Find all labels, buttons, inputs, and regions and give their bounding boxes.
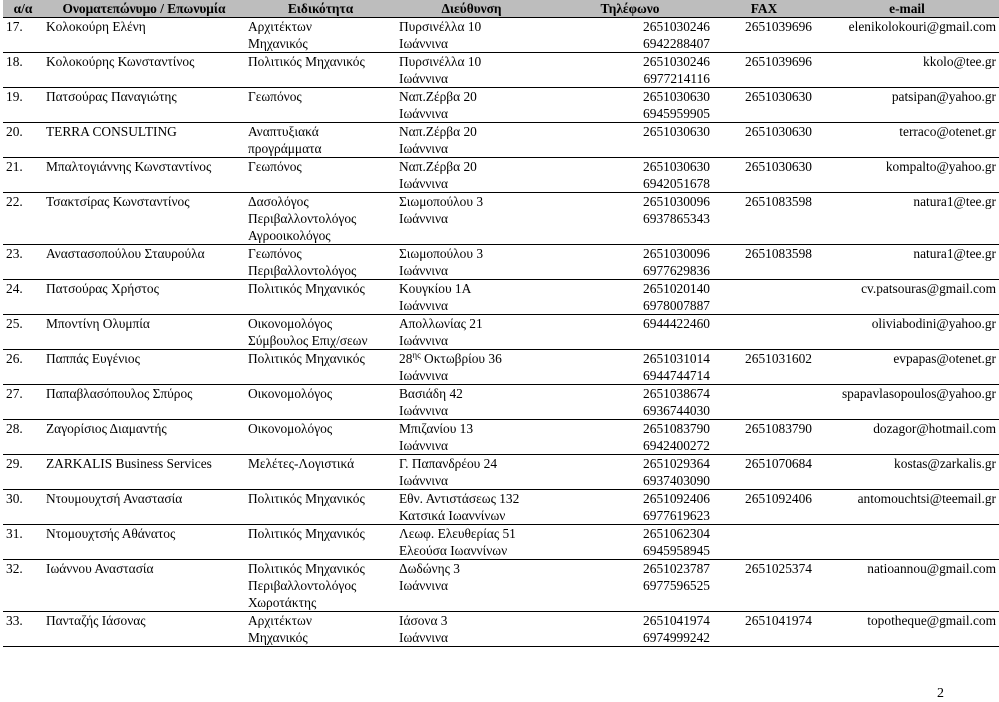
address-line: Ιάσονα 3	[399, 613, 448, 628]
row-email: terraco@otenet.gr	[899, 124, 996, 139]
row-address	[396, 455, 547, 490]
row-email: kompalto@yahoo.gr	[885, 159, 996, 174]
phone-line: 6944422460	[643, 316, 710, 331]
row-phone	[547, 123, 713, 158]
address-line: Ιωάννινα	[399, 630, 449, 645]
row-name: ZARKALIS Business Services	[46, 456, 212, 471]
row-phone	[547, 158, 713, 193]
row-fax: 2651083790	[745, 421, 812, 436]
row-address	[396, 158, 547, 193]
phone-line: 2651030246	[643, 19, 710, 34]
address-line: Δωδώνης 3	[399, 561, 460, 576]
row-name: Κολοκούρη Ελένη	[46, 19, 146, 34]
phone-line: 6945959905	[643, 106, 710, 121]
specialty-line: Περιβαλλοντολόγος	[248, 263, 357, 278]
header-email: e-mail	[815, 0, 999, 18]
row-number: 30.	[6, 491, 23, 506]
header-row	[3, 0, 999, 18]
row-name: Ιωάννου Αναστασία	[46, 561, 154, 576]
address-line: Πυρσινέλλα 10	[399, 19, 482, 34]
row-specialty	[245, 123, 396, 158]
row-name: Αναστασοπούλου Σταυρούλα	[46, 246, 205, 261]
row-fax: 2651070684	[745, 456, 812, 471]
row-address	[396, 525, 547, 560]
table-row	[3, 123, 999, 158]
phone-line: 2651038674	[643, 386, 710, 401]
phone-line: 6978007887	[643, 298, 710, 313]
row-fax: 2651041974	[745, 613, 812, 628]
table-row	[3, 18, 999, 53]
specialty-line: Πολιτικός Μηχανικός	[248, 526, 365, 541]
address-line: Λεωφ. Ελευθερίας 51	[399, 526, 516, 541]
phone-line: 6977629836	[643, 263, 710, 278]
row-address	[396, 385, 547, 420]
table-row	[3, 455, 999, 490]
address-line: Βασιάδη 42	[399, 386, 463, 401]
row-specialty	[245, 245, 396, 280]
row-address	[396, 490, 547, 525]
row-number: 21.	[6, 159, 23, 174]
row-number: 33.	[6, 613, 23, 628]
phone-line: 2651083790	[643, 421, 710, 436]
row-phone	[547, 455, 713, 490]
address-line: Σιωμοπούλου 3	[399, 246, 484, 261]
specialty-line: Αρχιτέκτων	[248, 613, 312, 628]
specialty-line: Δασολόγος	[248, 194, 309, 209]
address-number: 28	[399, 351, 413, 366]
row-email: elenikolokouri@gmail.com	[848, 19, 996, 34]
row-fax: 2651031602	[745, 351, 812, 366]
address-line	[399, 350, 544, 367]
phone-line: 6937403090	[643, 473, 710, 488]
phone-line: 6977596525	[643, 578, 710, 593]
table-row	[3, 560, 999, 612]
row-address	[396, 193, 547, 245]
phone-line: 6942400272	[643, 438, 710, 453]
address-line: Ιωάννινα	[399, 263, 449, 278]
row-email: kkolo@tee.gr	[923, 54, 996, 69]
row-number: 28.	[6, 421, 23, 436]
row-address	[396, 245, 547, 280]
page-number: 2	[937, 686, 944, 701]
table-row	[3, 350, 999, 385]
row-name: Ζαγορίσιος Διαμαντής	[46, 421, 167, 436]
row-name: Μποντίνη Ολυμπία	[46, 316, 150, 331]
row-specialty	[245, 612, 396, 647]
row-address	[396, 612, 547, 647]
row-specialty	[245, 350, 396, 385]
phone-line: 2651092406	[643, 491, 710, 506]
row-phone	[547, 420, 713, 455]
row-specialty	[245, 385, 396, 420]
row-number: 20.	[6, 124, 23, 139]
row-name: Πατσούρας Χρήστος	[46, 281, 159, 296]
phone-line: 2651041974	[643, 613, 710, 628]
row-email: topotheque@gmail.com	[867, 613, 996, 628]
row-phone	[547, 385, 713, 420]
address-line: Ιωάννινα	[399, 141, 449, 156]
address-line: Γ. Παπανδρέου 24	[399, 456, 498, 471]
row-number: 18.	[6, 54, 23, 69]
row-phone	[547, 280, 713, 315]
address-line: Κατσικά Ιωαννίνων	[399, 508, 506, 523]
row-specialty	[245, 280, 396, 315]
row-name: Πανταζής Ιάσονας	[46, 613, 146, 628]
row-name: Κολοκούρης Κωνσταντίνος	[46, 54, 195, 69]
address-ordinal: ης	[412, 350, 421, 360]
header-name: Ονοματεπώνυμο / Επωνυμία	[43, 0, 245, 18]
row-name: Ντομουχτσής Αθάνατος	[46, 526, 176, 541]
table-row	[3, 280, 999, 315]
row-address	[396, 280, 547, 315]
row-fax: 2651030630	[745, 124, 812, 139]
row-name: Παππάς Ευγένιος	[46, 351, 140, 366]
table-row	[3, 612, 999, 647]
row-email: natioannou@gmail.com	[867, 561, 996, 576]
specialty-line: Περιβαλλοντολόγος	[248, 211, 357, 226]
row-specialty	[245, 315, 396, 350]
row-address	[396, 123, 547, 158]
address-street: Οκτωβρίου 36	[420, 351, 502, 366]
row-email: dozagor@hotmail.com	[873, 421, 996, 436]
row-fax: 2651030630	[745, 89, 812, 104]
phone-line: 6974999242	[643, 630, 710, 645]
row-name: Πατσούρας Παναγιώτης	[46, 89, 177, 104]
row-specialty	[245, 53, 396, 88]
phone-line: 2651030630	[643, 124, 710, 139]
specialty-line: Αγροοικολόγος	[248, 228, 331, 243]
row-specialty	[245, 193, 396, 245]
header-address: Διεύθυνση	[396, 0, 547, 18]
table-row	[3, 420, 999, 455]
address-line: Ιωάννινα	[399, 578, 449, 593]
phone-line: 6942288407	[643, 36, 710, 51]
row-specialty	[245, 18, 396, 53]
row-fax	[713, 385, 815, 420]
row-fax: 2651092406	[745, 491, 812, 506]
row-fax: 2651039696	[745, 54, 812, 69]
row-email: natura1@tee.gr	[913, 194, 996, 209]
specialty-line: Γεωπόνος	[248, 246, 302, 261]
address-line: Ιωάννινα	[399, 438, 449, 453]
row-address	[396, 53, 547, 88]
row-specialty	[245, 490, 396, 525]
address-line: Ιωάννινα	[399, 176, 449, 191]
row-email: natura1@tee.gr	[913, 246, 996, 261]
table-row	[3, 525, 999, 560]
specialty-line: Οικονομολόγος	[248, 421, 333, 436]
row-email: antomouchtsi@teemail.gr	[857, 491, 996, 506]
row-email: cv.patsouras@gmail.com	[861, 281, 996, 296]
row-number: 27.	[6, 386, 23, 401]
table-body	[3, 18, 999, 647]
address-line: Ιωάννινα	[399, 368, 449, 383]
row-phone	[547, 315, 713, 350]
specialty-line: Πολιτικός Μηχανικός	[248, 54, 365, 69]
row-phone	[547, 560, 713, 612]
header-phone: Τηλέφωνο	[547, 0, 713, 18]
specialty-line: Πολιτικός Μηχανικός	[248, 491, 365, 506]
row-specialty	[245, 560, 396, 612]
row-email	[815, 525, 999, 560]
specialty-line: Σύμβουλος Επιχ/σεων	[248, 333, 368, 348]
address-line: Ιωάννινα	[399, 298, 449, 313]
address-line: Ιωάννινα	[399, 71, 449, 86]
row-number: 24.	[6, 281, 23, 296]
row-fax	[713, 280, 815, 315]
address-line: Ιωάννινα	[399, 36, 449, 51]
address-line: Ιωάννινα	[399, 211, 449, 226]
table-header	[3, 0, 999, 18]
row-email: oliviabodini@yahoo.gr	[871, 316, 996, 331]
table-row	[3, 490, 999, 525]
phone-line: 2651020140	[643, 281, 710, 296]
row-phone	[547, 18, 713, 53]
phone-line: 2651031014	[643, 351, 710, 366]
phone-line: 6944744714	[643, 368, 710, 383]
row-email: spapavlasopoulos@yahoo.gr	[841, 386, 996, 401]
row-number: 32.	[6, 561, 23, 576]
row-number: 19.	[6, 89, 23, 104]
specialty-line: Γεωπόνος	[248, 89, 302, 104]
specialty-line: Πολιτικός Μηχανικός	[248, 351, 365, 366]
address-line: Απολλωνίας 21	[399, 316, 483, 331]
row-phone	[547, 612, 713, 647]
phone-line: 2651030246	[643, 54, 710, 69]
row-specialty	[245, 158, 396, 193]
specialty-line: Χωροτάκτης	[248, 595, 317, 610]
phone-line: 2651030096	[643, 246, 710, 261]
specialty-line: Περιβαλλοντολόγος	[248, 578, 357, 593]
specialty-line: Μηχανικός	[248, 630, 308, 645]
row-address	[396, 350, 547, 385]
phone-line: 2651023787	[643, 561, 710, 576]
table-row	[3, 245, 999, 280]
row-specialty	[245, 455, 396, 490]
row-name: TERRA CONSULTING	[46, 124, 177, 139]
row-phone	[547, 193, 713, 245]
header-num: α/α	[3, 0, 43, 18]
address-line: Κουγκίου 1Α	[399, 281, 472, 296]
specialty-line: προγράμματα	[248, 141, 322, 156]
header-fax: FAX	[713, 0, 815, 18]
address-line: Ναπ.Ζέρβα 20	[399, 89, 477, 104]
specialty-line: Μηχανικός	[248, 36, 308, 51]
row-specialty	[245, 88, 396, 123]
row-specialty	[245, 420, 396, 455]
row-name: Παπαβλασόπουλος Σπύρος	[46, 386, 193, 401]
address-line: Ιωάννινα	[399, 473, 449, 488]
row-email: evpapas@otenet.gr	[893, 351, 996, 366]
table-row	[3, 53, 999, 88]
row-phone	[547, 525, 713, 560]
address-line: Πυρσινέλλα 10	[399, 54, 482, 69]
row-phone	[547, 490, 713, 525]
address-line: Ελεούσα Ιωαννίνων	[399, 543, 508, 558]
row-fax: 2651039696	[745, 19, 812, 34]
row-number: 31.	[6, 526, 23, 541]
table-row	[3, 385, 999, 420]
phone-line: 6945958945	[643, 543, 710, 558]
specialty-line: Οικονομολόγος	[248, 316, 333, 331]
phone-line: 2651030630	[643, 159, 710, 174]
row-number: 22.	[6, 194, 23, 209]
row-phone	[547, 350, 713, 385]
row-number: 23.	[6, 246, 23, 261]
row-fax: 2651030630	[745, 159, 812, 174]
row-address	[396, 315, 547, 350]
row-fax: 2651083598	[745, 194, 812, 209]
row-fax: 2651025374	[745, 561, 812, 576]
specialty-line: Πολιτικός Μηχανικός	[248, 281, 365, 296]
address-line: Μπιζανίου 13	[399, 421, 474, 436]
row-number: 25.	[6, 316, 23, 331]
phone-line: 2651062304	[643, 526, 710, 541]
specialty-line: Αρχιτέκτων	[248, 19, 312, 34]
row-name: Τσακτσίρας Κωνσταντίνος	[46, 194, 190, 209]
row-phone	[547, 88, 713, 123]
contacts-table	[3, 0, 999, 647]
row-number: 29.	[6, 456, 23, 471]
address-line: Εθν. Αντιστάσεως 132	[399, 491, 520, 506]
phone-line: 6937865343	[643, 211, 710, 226]
phone-line: 6936744030	[643, 403, 710, 418]
row-fax	[713, 315, 815, 350]
phone-line: 6942051678	[643, 176, 710, 191]
row-address	[396, 18, 547, 53]
row-name: Ντουμουχτσή Αναστασία	[46, 491, 183, 506]
row-number: 26.	[6, 351, 23, 366]
table-row	[3, 315, 999, 350]
row-fax	[713, 525, 815, 560]
row-phone	[547, 245, 713, 280]
specialty-line: Γεωπόνος	[248, 159, 302, 174]
row-email: patsipan@yahoo.gr	[891, 89, 996, 104]
address-line: Ναπ.Ζέρβα 20	[399, 124, 477, 139]
specialty-line: Πολιτικός Μηχανικός	[248, 561, 365, 576]
row-address	[396, 420, 547, 455]
address-line: Σιωμοπούλου 3	[399, 194, 484, 209]
row-address	[396, 88, 547, 123]
row-specialty	[245, 525, 396, 560]
address-line: Ιωάννινα	[399, 106, 449, 121]
row-phone	[547, 53, 713, 88]
row-number: 17.	[6, 19, 23, 34]
phone-line: 2651030630	[643, 89, 710, 104]
phone-line: 6977619623	[643, 508, 710, 523]
table-row	[3, 88, 999, 123]
address-line: Ιωάννινα	[399, 333, 449, 348]
specialty-line: Μελέτες-Λογιστικά	[248, 456, 355, 471]
address-line: Ιωάννινα	[399, 403, 449, 418]
specialty-line: Οικονομολόγος	[248, 386, 333, 401]
table-row	[3, 158, 999, 193]
row-name: Μπαλτογιάννης Κωνσταντίνος	[46, 159, 212, 174]
row-email: kostas@zarkalis.gr	[894, 456, 996, 471]
phone-line: 2651029364	[643, 456, 710, 471]
specialty-line: Αναπτυξιακά	[248, 124, 319, 139]
phone-line: 6977214116	[643, 71, 710, 86]
address-line: Ναπ.Ζέρβα 20	[399, 159, 477, 174]
table-row	[3, 193, 999, 245]
row-address	[396, 560, 547, 612]
row-fax: 2651083598	[745, 246, 812, 261]
phone-line: 2651030096	[643, 194, 710, 209]
header-specialty: Ειδικότητα	[245, 0, 396, 18]
